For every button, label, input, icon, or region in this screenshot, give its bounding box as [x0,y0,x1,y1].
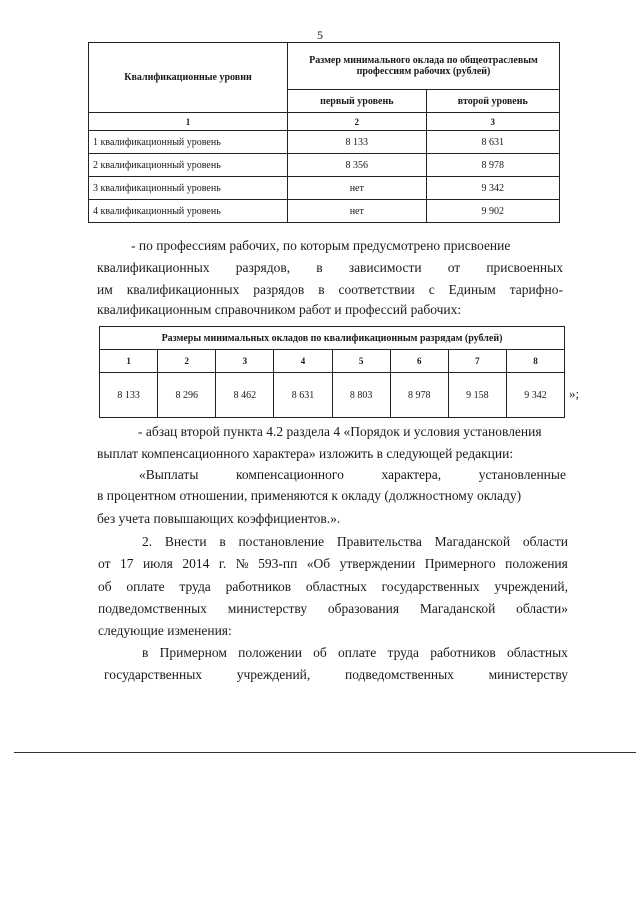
word: Примерного [424,556,496,571]
word: Внести [164,534,207,549]
para2-line2: выплат компенсационного характера» изложить в следующей редакции: [97,446,514,461]
rank-salary-value: 8 631 [274,373,332,418]
word: области [522,534,568,549]
rank-salary-value: 9 342 [506,373,564,418]
rank-number: 3 [216,350,274,373]
para1-line4: квалификационным справочником работ и профессий рабочих: [97,302,462,317]
word: тарифно- [509,282,563,297]
word: от [98,556,111,571]
salary-levels-table [88,42,560,223]
word: от [447,260,461,275]
word: оплате [338,645,377,660]
first-level-value: нет [288,200,427,223]
para3-line1 [139,467,566,483]
rank-salary-value: 9 158 [448,373,506,418]
page-bottom-rule [14,752,636,753]
header-levels: Квалификационные уровни [89,43,288,113]
level-name: 4 квалификационный уровень [89,200,288,223]
word: положения [505,556,568,571]
level-name: 1 квалификационный уровень [89,131,288,154]
word: присвоенных [486,260,563,275]
para1-line3 [97,282,563,298]
para1-line1 [131,238,510,254]
word: труда [179,579,211,594]
rank-table-header: Размеры минимальных окладов по квалификационным разрядам (рублей) [100,327,565,350]
word: «Об [306,556,331,571]
para4-line1 [142,534,568,550]
level-name: 2 квалификационный уровень [89,154,288,177]
table2-closing-quote: »; [569,386,580,401]
word: учреждений, [236,667,311,682]
word: в [318,282,325,297]
word: в [219,534,226,549]
word: государственных [104,667,203,682]
second-level-value: 9 342 [426,177,559,200]
para5-line2 [104,667,568,683]
word: разрядов, [235,260,291,275]
first-level-value: 8 133 [288,131,427,154]
table-row [89,154,560,177]
word: подведомственных [98,601,207,616]
word: об [98,579,112,594]
rank-salary-value: 8 978 [390,373,448,418]
column-number: 1 [89,113,288,131]
rank-number: 8 [506,350,564,373]
word: в [142,645,149,660]
word: 17 [119,556,134,571]
word: квалификационных [97,260,210,275]
word: 593-пп [258,556,298,571]
para4-line5: следующие изменения: [98,623,232,638]
rank-number: 7 [448,350,506,373]
para4-line3 [98,579,568,595]
word: 2014 [182,556,210,571]
word: об [313,645,327,660]
column-number: 2 [288,113,427,131]
word: труда [387,645,419,660]
rank-number: 4 [274,350,332,373]
table-row [89,131,560,154]
word: подведомственных [344,667,454,682]
second-level-value: 9 902 [426,200,559,223]
word: компенсационного [236,467,344,482]
word: постановление [238,534,325,549]
word: министерству [227,601,308,616]
table-row [89,177,560,200]
word: работников [225,579,292,594]
para5-line1 [142,645,568,661]
word: министерству [488,667,568,682]
word: оплате [126,579,165,594]
word: квалификационных [126,282,240,297]
rank-number: 6 [390,350,448,373]
word: Магаданской [419,601,496,616]
word: «Выплаты [139,467,199,482]
rank-salary-value: 8 133 [100,373,158,418]
column-number: 3 [426,113,559,131]
para2-line1: - абзац второй пункта 4.2 раздела 4 «Порядок и условия установления [138,424,542,439]
word: работников [430,645,496,660]
word: Правительства [336,534,422,549]
word: июля [142,556,173,571]
table-row [100,373,565,418]
word: им [97,282,113,297]
para3-line3: без учета повышающих коэффициентов.». [97,511,341,526]
word: учреждений, [494,579,568,594]
word: характера, [381,467,442,482]
header-second-level: второй уровень [426,90,559,113]
word: государственных [381,579,480,594]
word: Магаданской [434,534,511,549]
word: г. [218,556,227,571]
first-level-value: нет [288,177,427,200]
page-number: 5 [317,28,323,42]
word: - по профессиям рабочих, по которым предусмотрено присвоение [131,238,511,253]
word: образования [327,601,400,616]
word: утверждении [339,556,416,571]
rank-salary-value: 8 296 [158,373,216,418]
level-name: 3 квалификационный уровень [89,177,288,200]
word: с [428,282,435,297]
para4-line2 [98,556,568,572]
para1-line2 [97,260,563,276]
first-level-value: 8 356 [288,154,427,177]
rank-number: 5 [332,350,390,373]
word: № [235,556,249,571]
header-first-level: первый уровень [288,90,427,113]
second-level-value: 8 978 [426,154,559,177]
para3-line2: в процентном отношении, применяются к окладу (должностному окладу) [97,488,522,503]
word: областных [506,645,568,660]
word: соответствии [338,282,415,297]
rank-salary-value: 8 803 [332,373,390,418]
word: Единым [448,282,496,297]
word: положении [238,645,302,660]
rank-number: 1 [100,350,158,373]
rank-number: 2 [158,350,216,373]
word: 2. [142,534,153,549]
rank-salary-table [99,326,565,418]
second-level-value: 8 631 [426,131,559,154]
word: областных [305,579,367,594]
word: зависимости [348,260,422,275]
word: области» [516,601,568,616]
word: Примерном [159,645,227,660]
word: разрядов [253,282,305,297]
table-row [89,200,560,223]
header-salary: Размер минимального оклада по общеотраслевым профессиям рабочих (рублей) [288,43,560,90]
word: установленные [478,467,566,482]
para4-line4 [98,601,568,617]
rank-salary-value: 8 462 [216,373,274,418]
word: в [316,260,323,275]
